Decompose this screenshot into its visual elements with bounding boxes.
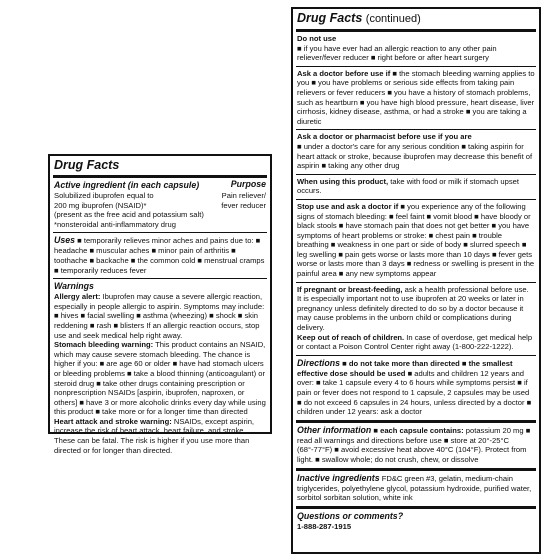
purpose-line-2: fever reducer [221, 200, 266, 210]
active-line-4: *nonsteroidal anti-inflammatory drug [54, 219, 176, 229]
questions-heading: Questions or comments? [297, 510, 404, 521]
uses-heading: Uses [54, 235, 76, 246]
do-not-use-text: ■ if you have ever had an allergic reaction to any other pain reliever/fever reducer ■ right before or after heart surgery [297, 43, 497, 63]
allergy-alert-label: Allergy alert: [54, 292, 101, 302]
uses-section [53, 233, 267, 279]
stomach-bleeding-label: Stomach bleeding warning: [54, 340, 154, 350]
ask-pharmacist-text: ■ under a doctor's care for any serious condition ■ taking aspirin for heart attack or stroke, because ibuprofen may decrease this benefit of aspirin ■ taking any other drug [297, 141, 533, 171]
stop-use-text: ■ you experience any of the following signs of stomach bleeding: ■ feel faint ■ vomit blood ■ have bloody or black stools ■ have stomach pain that does not get better ■ you have symptoms of heart problems or stroke: ■ chest pain ■ trouble breathing ■ weakness in one part or side of body ■ slurred speech ■ leg swelling ■ pain gets worse or lasts more than 10 days ■ fever gets worse or lasts more than 3 days ■ redness or swelling is present in the painful area ■ any new symptoms appear [297, 201, 535, 279]
active-ingredient-heading: Active ingredient (in each capsule) [54, 180, 200, 190]
ask-doctor-text: ■ the stomach bleeding warning applies to you ■ you have problems or serious side effects from taking pain relievers or fever reducers ■ you have a history of stomach problems, such as heartburn ■ you have high blood pressure, heart disease, liver cirrhosis, kidney disease, asthma, or had a stroke ■ you are taking a diuretic [297, 68, 535, 126]
active-line-2: 200 mg ibuprofen (NSAID)* [54, 200, 147, 210]
inactive-ingredients-section [296, 471, 536, 509]
directions-heading: Directions [297, 357, 341, 368]
drug-facts-panel-left [48, 154, 272, 455]
uses-text: ■ temporarily relieves minor aches and pains due to: ■ headache ■ muscular aches ■ minor pain of arthritis ■ toothache ■ backache ■ the common cold ■ menstrual cramps ■ temporarily reduces fever [54, 236, 265, 275]
directions-text: ■ adults and children 12 years and over: ■ take 1 capsule every 4 to 6 hours while symptoms persist ■ if pain or fever does not respond to 1 capsule, 2 capsules may be used ■ do not exceed 6 capsules in 24 hours, unless directed by a doctor ■ children under 12 years: ask a doctor [297, 368, 532, 417]
drug-facts-panel-right [291, 7, 541, 554]
phone-number: 1-888-287-1915 [297, 521, 352, 531]
drug-facts-continued-title: Drug Facts (continued) [296, 9, 536, 32]
when-using-text: take with food or milk if stomach upset occurs. [297, 176, 519, 196]
do-not-use-heading: Do not use [297, 34, 337, 43]
pregnancy-section [296, 283, 536, 356]
heart-attack-label: Heart attack and stroke warning: [54, 416, 172, 426]
active-line-1: Solubilized ibuprofen equal to [54, 191, 154, 200]
other-information-heading: Other information [297, 424, 372, 435]
warnings-section [53, 279, 267, 458]
pregnancy-text: ask a health professional before use. It is especially important not to use ibuprofen at 20 weeks or later in pregnancy unless definitely directed to do so by a doctor because it may cause problems in the unborn child or complications during delivery. [297, 284, 529, 333]
keep-out-label: Keep out of reach of children. [297, 332, 405, 342]
active-ingredient-section [53, 178, 267, 233]
ask-doctor-section [296, 67, 536, 131]
stop-use-label: Stop use and ask a doctor if [297, 201, 399, 211]
directions-section [296, 356, 536, 423]
heart-attack-text: NSAIDs, except aspirin, increase the risk of heart attack, heart failure, and stroke. These can be fatal. The risk is higher if you use more than directed or for longer than directed. [54, 416, 255, 455]
inactive-ingredients-text: FD&C green #3, gelatin, medium-chain triglycerides, polyethylene glycol, potassium hydroxide, purified water, sorbitol sorbitan solution, white ink [297, 473, 532, 503]
keep-out-text: In case of overdose, get medical help or contact a Poison Control Center right away (1-800-222-1222). [297, 332, 533, 352]
active-line-3: (present as the free acid and potassium salt) [54, 210, 204, 220]
when-using-section [296, 175, 536, 200]
other-information-text: potassium 20 mg ■ read all warnings and directions before use ■ store at 20°-25°C (68°-77°F) ■ avoid excessive heat above 40°C (104°F). Protect from light. ■ swallow whole; do not crush, chew, or dissolve [297, 425, 531, 464]
directions-bold: ■ do not take more than directed ■ the smallest effective dose should be used [297, 358, 513, 378]
purpose-heading: Purpose [230, 179, 266, 189]
do-not-use-section [296, 32, 536, 67]
questions-section [296, 509, 536, 535]
inactive-ingredients-heading: Inactive ingredients [297, 472, 380, 483]
stomach-bleeding-text: This product contains an NSAID, which may cause severe stomach bleeding. The chance is higher if you: ■ are age 60 or older ■ have had stomach ulcers or bleeding problems ■ take a blood thinning (anticoagulant) or steroid drug ■ take other drugs containing prescription or nonprescription NSAIDs [aspirin, ibuprofen, naproxen, or others] ■ have 3 or more alcoholic drinks every day while using this product ■ take more or for a longer time than directed [54, 340, 266, 417]
allergy-alert-text: Ibuprofen may cause a severe allergic reaction, especially in people allergic to aspirin. Symptoms may include: ■ hives ■ facial swelling ■ asthma (wheezing) ■ shock ■ skin reddening ■ rash ■ blisters If an allergic reaction occurs, stop use and seek medical help right away. [54, 292, 265, 340]
stop-use-section [296, 200, 536, 283]
pregnancy-label: If pregnant or breast-feeding, [297, 284, 403, 294]
ask-doctor-label: Ask a doctor before use if [297, 68, 391, 78]
drug-facts-title: Drug Facts [53, 156, 267, 178]
when-using-label: When using this product, [297, 176, 389, 186]
ask-pharmacist-label: Ask a doctor or pharmacist before use if you are [297, 132, 472, 142]
other-information-bold: ■ each capsule contains: [371, 425, 464, 435]
other-information-section [296, 423, 536, 471]
warnings-heading: Warnings [54, 281, 94, 292]
ask-pharmacist-section [296, 130, 536, 174]
purpose-line-1: Pain reliever/ [221, 191, 266, 200]
